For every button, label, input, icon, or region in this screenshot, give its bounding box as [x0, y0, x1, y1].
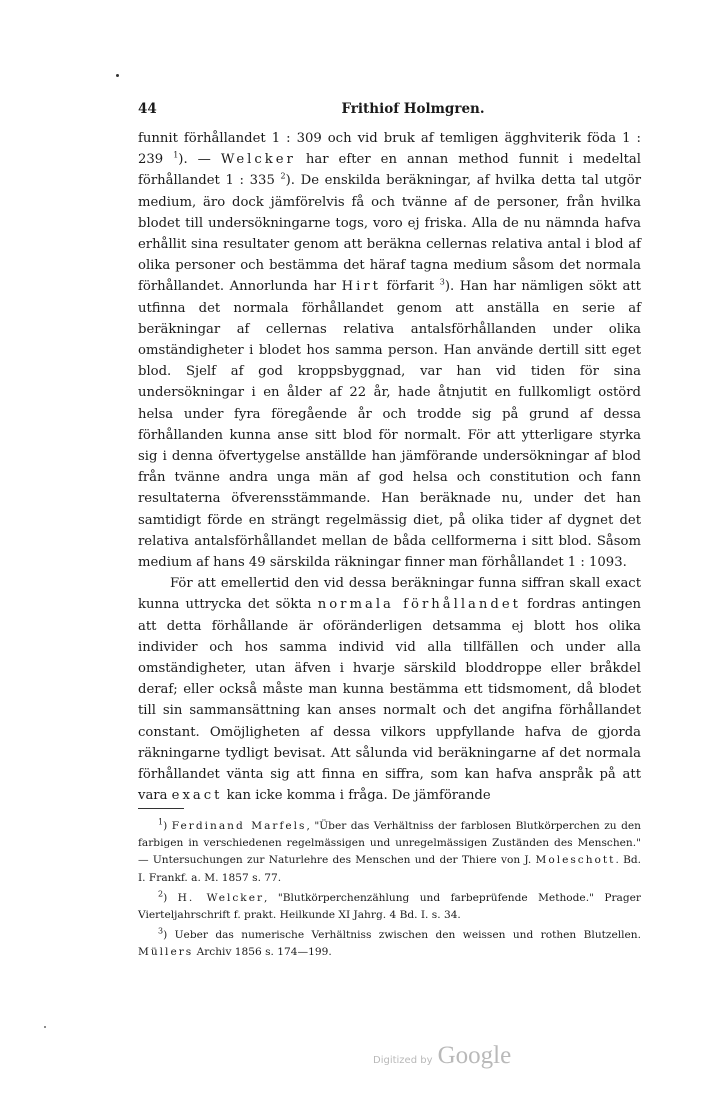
footnote-1: $^1$) Ferdinand Marfels, "Über das Verhältniss der farblosen Blutkörperchen zu den farbigen in verschiedenen regelmässigen und unregelmässigen Zuständen des Menschen." — Untersuchungen zur Naturlehre des Menschen und der Thiere von J. Moleschott. Bd. I. Frankf. a. M. 1857 s. 77.: [138, 817, 641, 884]
main-text: [138, 128, 641, 807]
print-speck: [44, 1026, 46, 1028]
footnote-divider: [138, 808, 184, 809]
emphasis-exact: exact: [171, 788, 223, 804]
emphasis-normala-forhallandet: normala förhållandet: [317, 597, 521, 613]
digitized-by-google-watermark: [373, 1042, 533, 1072]
footnotes: [138, 818, 641, 965]
watermark-prefix: Digitized by: [373, 1055, 433, 1066]
google-logo-text: Google: [437, 1042, 512, 1069]
footnote-3: $^3$) Ueber das numerische Verhältniss zwischen den weissen und rothen Blutzellen. Müllers Archiv 1856 s. 174—199.: [138, 926, 641, 959]
footnote-ref-3: 3: [439, 278, 445, 288]
author-name-welcker: Welcker: [220, 152, 296, 168]
author-name-hirt: Hirt: [341, 279, 381, 295]
running-title: Frithiof Holmgren.: [341, 101, 485, 117]
paragraph-1: funnit förhållandet 1 : 309 och vid bruk af temligen ägghviterik föda 1 : 239 $^1$). — Welcker har efter en annan method funnit i medeltal förhållandet 1 : 335 $^2$). De enskilda beräkningar, af hvilka detta tal utgör medium, äro dock jämförelvis få och tvänne af de personer, från hvilka blodet till undersökningarne togs, voro ej friska. Alla de nu nämnda hafva erhållit sina resultater genom att beräkna cellernas relativa antal i blod af olika personer och bestämma det häraf tagna medium såsom det normala förhållandet. Annorlunda har Hirt förfarit $^3$). Han har nämligen sökt att utfinna det normala förhållandet genom att anställa en serie af beräkningar af cellernas relativa antalsförhållanden under olika omständigheter i blodet hos samma person. Han använde dertill sitt eget blod. Sjelf af god kroppsbyggnad, var han vid tiden för sina undersökningar i en ålder af 22 år, hade åtnjutit en fullkomligt ostörd helsa under fyra föregående år och trodde sig på grund af dessa förhållanden kunna anse sitt blod för normalt. För att ytterligare styrka sig i denna öfvertygelse anställde han jämförande undersökningar af blod från tvänne andra unga män af god helsa och constitution och fann resultaterna öfverensstämmande. Han beräknade nu, under det han samtidigt förde en strängt regelmässig diet, på olika tider af dygnet det relativa antalsförhållandet mellan de båda cellformerna i sitt blod. Såsom medium af hans 49 särskilda räkningar finner man förhållandet 1 : 1093.: [138, 131, 641, 571]
footnote-ref-2: 2: [280, 172, 286, 182]
page-number: 44: [138, 101, 157, 117]
print-speck: [116, 74, 119, 77]
paragraph-2: För att emellertid den vid dessa beräkningar funna siffran skall exact kunna uttrycka det sökta normala förhållandet fordras antingen att detta förhållande är oföränderligen detsamma ej blott hos olika individer och hos samma individ vid alla tillfällen och under alla omständigheter, utan äfven i hvarje särskild bloddroppe eller bråkdel deraf; eller också måste man kunna bestämma ett tidsmoment, då blodet till sin sammansättning kan anses normalt och det angifna förhållandet constant. Omöjligheten af dessa vilkors uppfyllande hafva de gjorda räkningarne tydligt bevisat. Att sålunda vid beräkningarne af det normala förhållandet vänta sig att finna en siffra, som kan hafva anspråk på att vara exact kan icke komma i fråga. De jämförande: [138, 576, 642, 804]
footnote-ref-1: 1: [173, 150, 179, 160]
footnote-2: $^2$) H. Welcker, "Blutkörperchenzählung und farbeprüfende Methode." Prager Vierteljahrschrift f. prakt. Heilkunde XI Jahrg. 4 Bd. I. s. 34.: [138, 889, 641, 922]
